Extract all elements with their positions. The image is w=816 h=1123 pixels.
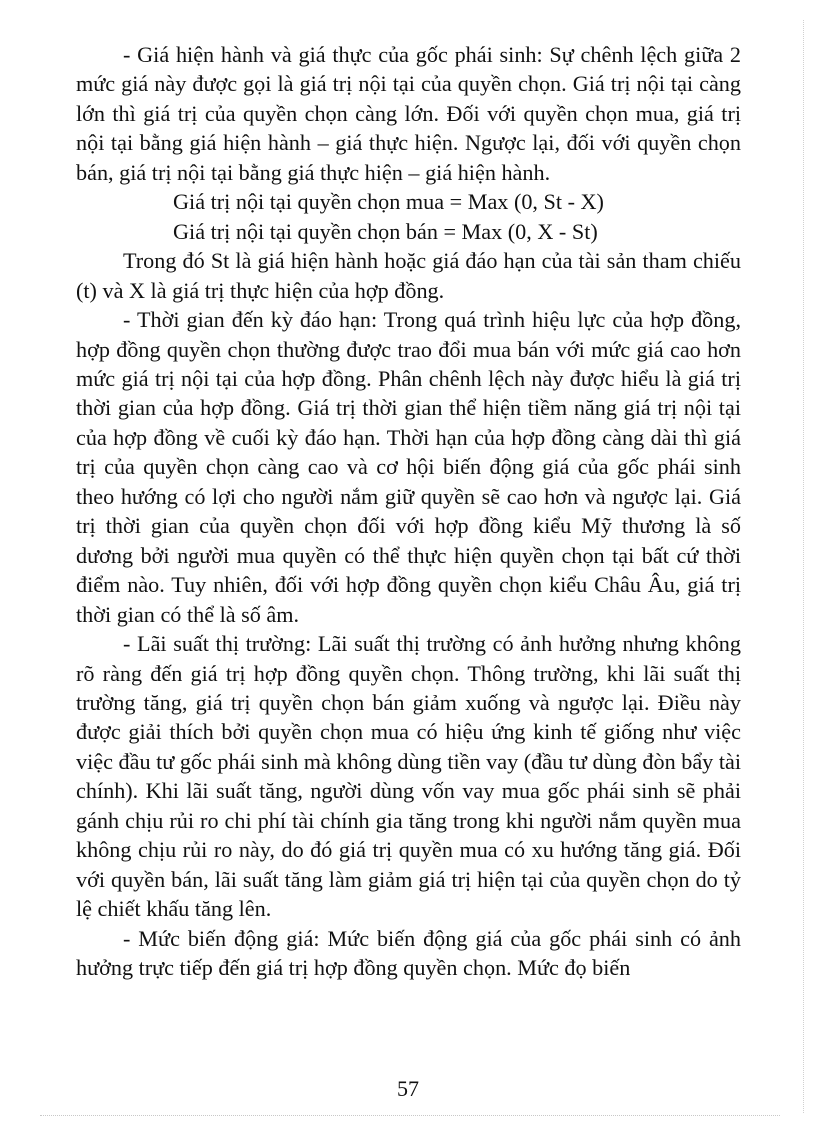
paragraph-price-volatility: - Mức biến động giá: Mức biến động giá của gốc phái sinh có ảnh hưởng trực tiếp đến giá trị hợp đồng quyền chọn. Mức đọ biến [76, 925, 741, 981]
formula-call-intrinsic-value: Giá trị nội tại quyền chọn mua = Max (0, St - X) [173, 189, 604, 215]
footer-divider [40, 1115, 780, 1116]
paragraph-interest-rate: - Lãi suất thị trường: Lãi suất thị trường có ảnh hưởng nhưng không rõ ràng đến giá trị hợp đồng quyền chọn. Thông trường, khi lãi suất thị trường tăng, giá trị quyền chọn bán giảm xuống và ngược lại. Điều này được giải thích bởi quyền chọn mua có hiệu ứng kinh tế giống như việc việc đầu tư gốc phái sinh mà không dùng tiền vay (đầu tư dùng đòn bẩy tài chính). Khi lãi suất tăng, người dùng vốn vay mua gốc phái sinh sẽ phải gánh chịu rủi ro chi phí tài chính gia tăng trong khi người nắm quyền mua không chịu rủi ro này, do đó giá trị quyền mua có xu hướng tăng giá. Đối với quyền bán, lãi suất tăng làm giảm giá trị hiện tại của quyền chọn do tỷ lệ chiết khấu tăng lên. [76, 631, 741, 922]
paragraph-definitions: Trong đó St là giá hiện hành hoặc giá đáo hạn của tài sản tham chiếu (t) và X là giá trị thực hiện của hợp đồng. [76, 248, 741, 303]
right-margin-divider [803, 20, 804, 1113]
paragraph-intrinsic-value: - Giá hiện hành và giá thực của gốc phái sinh: Sự chênh lệch giữa 2 mức giá này được gọi là giá trị nội tại của quyền chọn. Giá trị nội tại càng lớn thì giá trị của quyền chọn càng lớn. Đối với quyền chọn mua, giá trị nội tại bằng giá hiện hành – giá thực hiện. Ngược lại, đối với quyền chọn bán, giá trị nội tại bằng giá thực hiện – giá hiện hành. [76, 42, 741, 185]
page-number: 57 [397, 1076, 419, 1101]
formula-put-intrinsic-value: Giá trị nội tại quyền chọn bán = Max (0, X - St) [173, 218, 598, 244]
paragraph-time-to-maturity: - Thời gian đến kỳ đáo hạn: Trong quá trình hiệu lực của hợp đồng, hợp đồng quyền chọn thường được trao đổi mua bán với mức giá cao hơn mức giá trị nội tại của hợp đồng. Phân chênh lệch này được hiểu là giá trị thời gian của hợp đồng. Giá trị thời gian thể hiện tiềm năng giá trị nội tại của hợp đồng về cuối kỳ đáo hạn. Thời hạn của hợp đồng càng dài thì giá trị của quyền chọn càng cao và cơ hội biến động giá của gốc phái sinh theo hướng có lợi cho người nắm giữ quyền sẽ cao hơn và ngược lại. Giá trị thời gian của quyền chọn đối với hợp đồng kiểu Mỹ thương là số dương bởi người mua quyền có thể thực hiện quyền chọn tại bất cứ thời điểm nào. Tuy nhiên, đối với hợp đồng quyền chọn kiểu Châu Âu, giá trị thời gian có thể là số âm. [76, 307, 741, 627]
body-text [76, 40, 741, 983]
